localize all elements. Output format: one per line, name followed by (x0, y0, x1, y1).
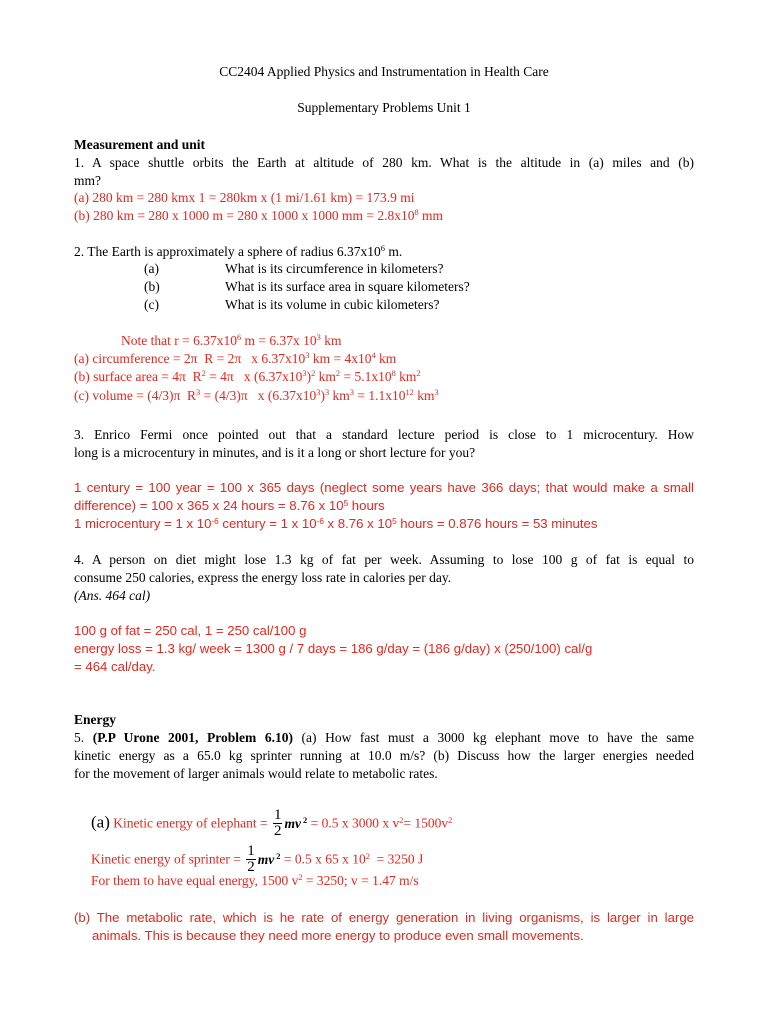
text-run: x 8.76 x 10 (323, 516, 393, 531)
superscript: 3 (305, 351, 310, 361)
a5-b-line1 (74, 909, 694, 927)
q5-line1 (74, 729, 694, 747)
a3-line2 (74, 497, 385, 515)
text-run: m. (384, 244, 403, 259)
superscript: 2 (399, 816, 404, 825)
superscript: 2 (416, 369, 421, 379)
superscript: 5 (343, 498, 349, 508)
superscript: 3 (316, 333, 321, 343)
a3-line3 (74, 515, 597, 533)
fraction-one-half (273, 808, 283, 839)
a4-line3 (74, 658, 156, 676)
text-run: century = 1 x 10 (218, 516, 317, 531)
a2-b (74, 368, 421, 386)
text-run: Kinetic energy of elephant = (109, 815, 271, 831)
q2-c-label (144, 296, 159, 314)
q1-line1 (74, 154, 694, 172)
text-run: 1. A space shuttle orbits the Earth at altitude of 280 km. What is the altitude in (a) miles and (b) (74, 155, 694, 170)
superscript: 3 (324, 388, 330, 398)
fraction-denominator: 2 (273, 823, 282, 839)
q2-c-text (225, 296, 439, 314)
text-run: km (413, 388, 435, 403)
text-run: = 4π x (6.37x10 (205, 369, 303, 384)
superscript: 3 (349, 388, 354, 398)
superscript: 6 (380, 244, 385, 254)
a1-line1 (74, 189, 414, 207)
text-run: = 0.5 x 65 x 10 (280, 851, 366, 867)
q2-a-label (144, 260, 159, 278)
text-run: mm? (74, 173, 101, 188)
q5-line2 (74, 747, 694, 765)
fraction-one-half (246, 844, 256, 875)
superscript: 3 (316, 388, 321, 398)
text-run: 3. Enrico Fermi once pointed out that a standard lecture period is close to 1 microcentury. How (74, 427, 694, 442)
text-run: (b) 280 km = 280 x 1000 m = 280 x 1000 x 1000 mm = 2.8x10 (74, 208, 415, 223)
text-run: km (329, 388, 350, 403)
superscript: 4 (371, 351, 376, 361)
text-run: (b) (144, 279, 160, 294)
a2-a (74, 350, 396, 368)
text-run: (a) 280 km = 280 kmx 1 = 280km x (1 mi/1.61 km) = 173.9 mi (74, 190, 415, 205)
superscript: 8 (391, 369, 396, 379)
text-run: m = 6.37x 10 (241, 333, 317, 348)
text-run: 5. (74, 730, 93, 745)
text-run: 1 microcentury = 1 x 10 (74, 516, 212, 531)
subtitle-line (0, 99, 768, 117)
text-run: (c) (144, 297, 159, 312)
a5-b-line2 (92, 927, 584, 945)
text-run: For them to have equal energy, 1500 v (91, 873, 299, 888)
text-run: = 1500v (403, 815, 449, 831)
q4-line2 (74, 569, 451, 587)
superscript: 2 (201, 369, 206, 379)
text-run: = 5.1x10 (340, 369, 392, 384)
heading-measurement (74, 136, 205, 154)
superscript: 2 (335, 369, 341, 379)
text-run: = 1.1x10 (353, 388, 406, 403)
q3-line2 (74, 444, 475, 462)
a5-a-line (91, 807, 453, 839)
text-run: What is its volume in cubic kilometers? (225, 297, 440, 312)
text-run: energy loss = 1.3 kg/ week = 1300 g / 7 days = 186 g/day = (186 g/day) x (250/100) cal/g (74, 641, 593, 656)
text-run: km (315, 369, 336, 384)
superscript: 2 (365, 852, 370, 861)
text-run: mm (418, 208, 444, 223)
text-run: (a) How fast must a 3000 kg elephant move to have the same (292, 730, 694, 745)
q2-b-label (144, 278, 160, 296)
superscript: 12 (405, 388, 414, 398)
text-run: (a) (91, 812, 110, 832)
q3-line1 (74, 426, 694, 444)
superscript: 2 (298, 873, 303, 883)
text-run: for the movement of larger animals would relate to metabolic rates. (74, 766, 438, 781)
superscript: -6 (211, 516, 219, 526)
text-run: 100 g of fat = 250 cal, 1 = 250 cal/100 g (74, 623, 307, 638)
superscript: 3 (302, 369, 307, 379)
fraction-numerator: 1 (247, 843, 255, 859)
text-run: ) (320, 388, 325, 403)
text-run: consume 250 calories, express the energy loss rate in calories per day. (74, 570, 452, 585)
q5-line3 (74, 765, 438, 783)
text-run: km (375, 351, 397, 366)
text-run: km (320, 333, 342, 348)
superscript: -6 (316, 516, 324, 526)
q4-line1 (74, 551, 694, 569)
text-run: (a) (144, 261, 159, 276)
text-run: = 3250 J (369, 851, 424, 867)
math-mv-squared: mv $^2$ (257, 851, 281, 867)
text-run: Note that r = 6.37x10 (121, 333, 237, 348)
text-run: = 3250; v = 1.47 m/s (302, 873, 419, 888)
text-run: animals. This is because they need more energy to produce even small movements. (92, 928, 584, 943)
a1-line2 (74, 207, 443, 225)
text-run: hours (348, 498, 385, 513)
text-run: = 464 cal/day. (74, 659, 156, 674)
text-run: km = 4x10 (309, 351, 372, 366)
text-run: 1 century = 100 year = 100 x 365 days (neglect some years have 366 days; that would make a small (74, 480, 694, 495)
math-mv-squared: mv $^2$ (284, 815, 308, 831)
q4-ans (74, 587, 150, 605)
superscript: 2 (311, 369, 316, 379)
text-run: Measurement and unit (74, 137, 206, 152)
text-run: Energy (74, 712, 116, 727)
a4-line1 (74, 622, 306, 640)
superscript: 2 (448, 816, 453, 825)
superscript: 8 (414, 208, 419, 218)
a5-equal-line (91, 872, 419, 890)
title-line (0, 63, 768, 81)
text-run: (b) The metabolic rate, which is he rate of energy generation in living organisms, is larger in large (74, 910, 694, 925)
text-run: (b) surface area = 4π R (74, 369, 202, 384)
text-run: ) (306, 369, 312, 384)
text-run: Supplementary Problems Unit 1 (297, 100, 471, 115)
superscript: 3 (434, 388, 439, 398)
text-run: km (395, 369, 417, 384)
text-run: 2. The Earth is approximately a sphere of radius 6.37x10 (74, 244, 381, 259)
superscript: 5 (392, 516, 397, 526)
text-run: = (4/3)π x (6.37x10 (200, 388, 317, 403)
text-run: kinetic energy as a 65.0 kg sprinter running at 10.0 m/s? (b) Discuss how the larger energies needed (74, 748, 694, 763)
text-run: = 0.5 x 3000 x v (307, 815, 400, 831)
text-run: hours = 0.876 hours = 53 minutes (396, 516, 598, 531)
superscript: 6 (236, 333, 242, 343)
a2-c (74, 387, 439, 405)
text-run: What is its circumference in kilometers? (225, 261, 444, 276)
q2-b-text (225, 278, 470, 296)
q2-line1 (74, 243, 402, 261)
text-run: (P.P Urone 2001, Problem 6.10) (92, 730, 293, 745)
text-run: (c) volume = (4/3)π R (74, 388, 197, 403)
heading-energy (74, 711, 116, 729)
text-run: (a) circumference = 2π R = 2π x 6.37x10 (74, 351, 306, 366)
a2-note (121, 332, 342, 350)
superscript: 3 (196, 388, 201, 398)
a4-line2 (74, 640, 592, 658)
q2-a-text (225, 260, 444, 278)
text-run: Kinetic energy of sprinter = (91, 851, 245, 867)
fraction-denominator: 2 (247, 859, 255, 875)
text-run: long is a microcentury in minutes, and is it a long or short lecture for you? (74, 445, 476, 460)
fraction-numerator: 1 (273, 807, 282, 823)
a3-line1 (74, 479, 694, 497)
text-run: difference) = 100 x 365 x 24 hours = 8.76 x 10 (74, 498, 344, 513)
text-run: CC2404 Applied Physics and Instrumentation in Health Care (219, 64, 549, 79)
text-run: What is its surface area in square kilometers? (225, 279, 470, 294)
text-run: 4. A person on diet might lose 1.3 kg of fat per week. Assuming to lose 100 g of fat is equal to (74, 552, 694, 567)
q1-line2 (74, 172, 101, 190)
text-run: (Ans. 464 cal) (74, 588, 151, 603)
a5-sprinter-line (91, 843, 424, 875)
